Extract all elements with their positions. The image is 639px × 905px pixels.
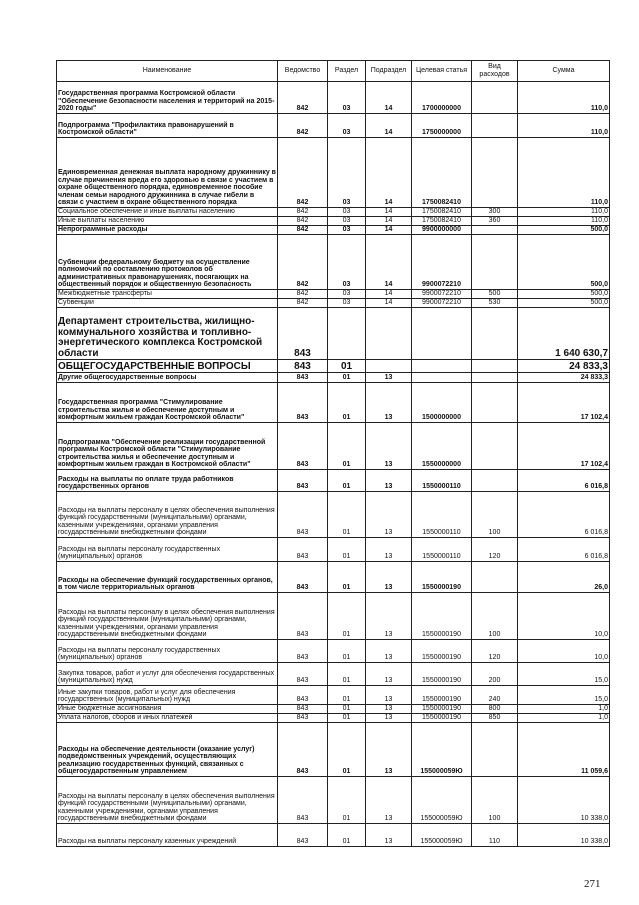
cell-name: Подпрограмма "Профилактика правонарушений в Костромской области" bbox=[57, 114, 278, 138]
cell-summa: 110,0 bbox=[518, 82, 610, 114]
cell-name: Расходы на выплаты персоналу казенных учреждений bbox=[57, 824, 278, 847]
cell-razdel: 03 bbox=[328, 114, 366, 138]
cell-name: Расходы на обеспечение функций государственных органов, в том числе территориальных органов bbox=[57, 562, 278, 593]
cell-name: Расходы на выплаты персоналу в целях обеспечения выполнения функций государственными (муниципальными) органами, казенными учреждениями, органами управления государственными внебюджетными фондами bbox=[57, 777, 278, 824]
cell-celevaya-statya: 155000059Ю bbox=[412, 723, 472, 777]
cell-vid-rashodov: 850 bbox=[472, 714, 518, 723]
table-row bbox=[57, 235, 610, 290]
table-row bbox=[57, 470, 610, 492]
cell-name: Расходы на выплаты персоналу в целях обеспечения выполнения функций государственными (муниципальными) органами, казенными учреждениями, органами управления государственными внебюджетными фондами bbox=[57, 492, 278, 538]
cell-celevaya-statya: 1550000110 bbox=[412, 492, 472, 538]
cell-podrazdel: 13 bbox=[366, 705, 412, 714]
cell-summa: 110,0 bbox=[518, 217, 610, 226]
header-summa: Сумма bbox=[518, 61, 610, 82]
cell-vedomstvo: 843 bbox=[278, 538, 328, 562]
cell-celevaya-statya: 9900000000 bbox=[412, 226, 472, 235]
cell-podrazdel: 13 bbox=[366, 562, 412, 593]
cell-vid-rashodov: 120 bbox=[472, 640, 518, 663]
cell-name: Субвенции bbox=[57, 299, 278, 308]
cell-vedomstvo: 842 bbox=[278, 138, 328, 208]
cell-razdel: 01 bbox=[328, 705, 366, 714]
cell-name: Единовременная денежная выплата народному дружиннику в случае причинения вреда его здоровью в связи с участием в охране общественного порядка, единовременное пособие членам семьи народного дружинника в случае гибели в связи с участием в охране общественного порядка bbox=[57, 138, 278, 208]
cell-razdel: 01 bbox=[328, 383, 366, 423]
cell-podrazdel: 13 bbox=[366, 723, 412, 777]
table-row bbox=[57, 824, 610, 847]
cell-razdel: 03 bbox=[328, 226, 366, 235]
cell-name: Расходы на выплаты персоналу государственных (муниципальных) органов bbox=[57, 640, 278, 663]
table-row bbox=[57, 114, 610, 138]
cell-razdel: 01 bbox=[328, 492, 366, 538]
table-row bbox=[57, 714, 610, 723]
cell-podrazdel: 14 bbox=[366, 299, 412, 308]
cell-podrazdel: 13 bbox=[366, 383, 412, 423]
cell-name: Иные выплаты населению bbox=[57, 217, 278, 226]
cell-razdel: 03 bbox=[328, 299, 366, 308]
cell-summa: 26,0 bbox=[518, 562, 610, 593]
cell-podrazdel: 13 bbox=[366, 492, 412, 538]
table-row bbox=[57, 299, 610, 308]
table-row bbox=[57, 373, 610, 383]
cell-vedomstvo: 843 bbox=[278, 383, 328, 423]
cell-razdel: 01 bbox=[328, 423, 366, 470]
cell-summa: 110,0 bbox=[518, 114, 610, 138]
cell-summa: 110,0 bbox=[518, 138, 610, 208]
cell-vedomstvo: 842 bbox=[278, 82, 328, 114]
table-row bbox=[57, 686, 610, 705]
cell-razdel: 01 bbox=[328, 538, 366, 562]
cell-podrazdel: 14 bbox=[366, 235, 412, 290]
cell-vedomstvo: 843 bbox=[278, 686, 328, 705]
cell-name: Расходы на выплаты персоналу государственных (муниципальных) органов bbox=[57, 538, 278, 562]
table-row bbox=[57, 226, 610, 235]
cell-vid-rashodov: 300 bbox=[472, 208, 518, 217]
cell-razdel: 01 bbox=[328, 470, 366, 492]
cell-vid-rashodov bbox=[472, 360, 518, 373]
cell-vedomstvo: 843 bbox=[278, 663, 328, 686]
cell-celevaya-statya: 1550000190 bbox=[412, 562, 472, 593]
table-row bbox=[57, 777, 610, 824]
cell-vedomstvo: 843 bbox=[278, 593, 328, 640]
cell-name: Расходы на выплаты персоналу в целях обеспечения выполнения функций государственными (муниципальными) органами, казенными учреждениями, органами управления государственными внебюджетными фондами bbox=[57, 593, 278, 640]
cell-vid-rashodov bbox=[472, 308, 518, 360]
cell-summa: 500,0 bbox=[518, 226, 610, 235]
cell-summa: 17 102,4 bbox=[518, 423, 610, 470]
cell-celevaya-statya: 155000059Ю bbox=[412, 824, 472, 847]
table-row bbox=[57, 538, 610, 562]
cell-podrazdel: 13 bbox=[366, 538, 412, 562]
cell-summa: 500,0 bbox=[518, 299, 610, 308]
cell-vedomstvo: 843 bbox=[278, 308, 328, 360]
table-row bbox=[57, 723, 610, 777]
table-row bbox=[57, 138, 610, 208]
cell-summa: 500,0 bbox=[518, 290, 610, 299]
cell-celevaya-statya: 1750082410 bbox=[412, 138, 472, 208]
cell-razdel: 03 bbox=[328, 208, 366, 217]
cell-celevaya-statya bbox=[412, 360, 472, 373]
cell-summa: 10 338,0 bbox=[518, 777, 610, 824]
cell-razdel: 03 bbox=[328, 217, 366, 226]
page-number: 271 bbox=[584, 878, 601, 890]
cell-summa: 15,0 bbox=[518, 663, 610, 686]
cell-podrazdel: 13 bbox=[366, 824, 412, 847]
cell-name: ОБЩЕГОСУДАРСТВЕННЫЕ ВОПРОСЫ bbox=[57, 360, 278, 373]
cell-summa: 15,0 bbox=[518, 686, 610, 705]
cell-celevaya-statya: 1550000190 bbox=[412, 640, 472, 663]
cell-celevaya-statya bbox=[412, 308, 472, 360]
cell-vid-rashodov bbox=[472, 470, 518, 492]
cell-celevaya-statya: 1550000000 bbox=[412, 423, 472, 470]
cell-podrazdel: 14 bbox=[366, 82, 412, 114]
cell-podrazdel: 13 bbox=[366, 777, 412, 824]
cell-summa: 110,0 bbox=[518, 208, 610, 217]
cell-summa: 10 338,0 bbox=[518, 824, 610, 847]
cell-podrazdel: 14 bbox=[366, 114, 412, 138]
cell-vedomstvo: 842 bbox=[278, 217, 328, 226]
cell-podrazdel: 13 bbox=[366, 686, 412, 705]
cell-celevaya-statya bbox=[412, 373, 472, 383]
cell-podrazdel: 13 bbox=[366, 663, 412, 686]
cell-vid-rashodov: 240 bbox=[472, 686, 518, 705]
cell-podrazdel: 14 bbox=[366, 217, 412, 226]
cell-vid-rashodov bbox=[472, 138, 518, 208]
cell-celevaya-statya: 1750000000 bbox=[412, 114, 472, 138]
cell-vid-rashodov: 200 bbox=[472, 663, 518, 686]
cell-vid-rashodov bbox=[472, 82, 518, 114]
cell-razdel bbox=[328, 308, 366, 360]
cell-vedomstvo: 843 bbox=[278, 640, 328, 663]
cell-celevaya-statya: 1550000110 bbox=[412, 538, 472, 562]
cell-vedomstvo: 843 bbox=[278, 470, 328, 492]
cell-vedomstvo: 842 bbox=[278, 114, 328, 138]
cell-razdel: 01 bbox=[328, 373, 366, 383]
cell-celevaya-statya: 9900072210 bbox=[412, 235, 472, 290]
cell-vedomstvo: 842 bbox=[278, 290, 328, 299]
cell-summa: 6 016,8 bbox=[518, 492, 610, 538]
table-row bbox=[57, 663, 610, 686]
cell-razdel: 03 bbox=[328, 138, 366, 208]
cell-vedomstvo: 842 bbox=[278, 299, 328, 308]
cell-name: Закупка товаров, работ и услуг для обеспечения государственных (муниципальных) нужд bbox=[57, 663, 278, 686]
cell-celevaya-statya: 155000059Ю bbox=[412, 777, 472, 824]
table-row bbox=[57, 290, 610, 299]
cell-razdel: 01 bbox=[328, 824, 366, 847]
cell-razdel: 01 bbox=[328, 663, 366, 686]
cell-vedomstvo: 843 bbox=[278, 360, 328, 373]
cell-name: Межбюджетные трансферты bbox=[57, 290, 278, 299]
cell-celevaya-statya: 9900072210 bbox=[412, 299, 472, 308]
cell-razdel: 03 bbox=[328, 82, 366, 114]
cell-summa: 1 640 630,7 bbox=[518, 308, 610, 360]
cell-razdel: 01 bbox=[328, 640, 366, 663]
cell-vedomstvo: 843 bbox=[278, 777, 328, 824]
cell-razdel: 03 bbox=[328, 235, 366, 290]
cell-name: Непрограммные расходы bbox=[57, 226, 278, 235]
table-row bbox=[57, 208, 610, 217]
cell-celevaya-statya: 1750082410 bbox=[412, 208, 472, 217]
cell-razdel: 01 bbox=[328, 562, 366, 593]
cell-summa: 1,0 bbox=[518, 705, 610, 714]
table-row bbox=[57, 562, 610, 593]
table-row bbox=[57, 640, 610, 663]
cell-vid-rashodov: 100 bbox=[472, 777, 518, 824]
cell-name: Расходы на выплаты по оплате труда работников государственных органов bbox=[57, 470, 278, 492]
table-row bbox=[57, 360, 610, 373]
cell-podrazdel: 14 bbox=[366, 208, 412, 217]
cell-podrazdel: 13 bbox=[366, 593, 412, 640]
cell-name: Социальное обеспечение и иные выплаты населению bbox=[57, 208, 278, 217]
cell-celevaya-statya: 1700000000 bbox=[412, 82, 472, 114]
header-vedomstvo: Ведомство bbox=[278, 61, 328, 82]
table-body bbox=[57, 82, 610, 847]
cell-celevaya-statya: 1500000000 bbox=[412, 383, 472, 423]
cell-vid-rashodov: 500 bbox=[472, 290, 518, 299]
table-header-row bbox=[57, 61, 610, 82]
budget-table bbox=[56, 60, 610, 847]
cell-celevaya-statya: 1550000190 bbox=[412, 663, 472, 686]
cell-vid-rashodov: 360 bbox=[472, 217, 518, 226]
cell-vid-rashodov: 530 bbox=[472, 299, 518, 308]
cell-celevaya-statya: 1750082410 bbox=[412, 217, 472, 226]
cell-vid-rashodov bbox=[472, 723, 518, 777]
cell-summa: 24 833,3 bbox=[518, 373, 610, 383]
header-razdel: Раздел bbox=[328, 61, 366, 82]
cell-celevaya-statya: 9900072210 bbox=[412, 290, 472, 299]
cell-vedomstvo: 842 bbox=[278, 235, 328, 290]
cell-vid-rashodov bbox=[472, 235, 518, 290]
cell-vedomstvo: 842 bbox=[278, 208, 328, 217]
cell-razdel: 01 bbox=[328, 593, 366, 640]
table-row bbox=[57, 308, 610, 360]
cell-podrazdel: 14 bbox=[366, 290, 412, 299]
cell-vedomstvo: 843 bbox=[278, 824, 328, 847]
cell-celevaya-statya: 1550000190 bbox=[412, 593, 472, 640]
cell-summa: 1,0 bbox=[518, 714, 610, 723]
table-row bbox=[57, 423, 610, 470]
header-podrazdel: Подраздел bbox=[366, 61, 412, 82]
header-celevaya-statya: Целевая статья bbox=[412, 61, 472, 82]
cell-summa: 10,0 bbox=[518, 640, 610, 663]
cell-summa: 11 059,6 bbox=[518, 723, 610, 777]
cell-razdel: 01 bbox=[328, 686, 366, 705]
cell-vid-rashodov bbox=[472, 114, 518, 138]
cell-podrazdel: 13 bbox=[366, 640, 412, 663]
cell-vedomstvo: 843 bbox=[278, 492, 328, 538]
cell-razdel: 03 bbox=[328, 290, 366, 299]
header-name: Наименование bbox=[57, 61, 278, 82]
cell-vedomstvo: 843 bbox=[278, 562, 328, 593]
cell-summa: 6 016,8 bbox=[518, 538, 610, 562]
cell-summa: 10,0 bbox=[518, 593, 610, 640]
table-row bbox=[57, 705, 610, 714]
cell-name: Расходы на обеспечение деятельности (оказание услуг) подведомственных учреждений, осуществляющих реализацию государственных функций, связанных с общегосударственным управлением bbox=[57, 723, 278, 777]
cell-summa: 6 016,8 bbox=[518, 470, 610, 492]
cell-podrazdel: 13 bbox=[366, 423, 412, 470]
cell-vedomstvo: 843 bbox=[278, 423, 328, 470]
cell-celevaya-statya: 1550000190 bbox=[412, 714, 472, 723]
cell-razdel: 01 bbox=[328, 723, 366, 777]
cell-name: Департамент строительства, жилищно-коммунального хозяйства и топливно-энергетического комплекса Костромской области bbox=[57, 308, 278, 360]
cell-name: Государственная программа Костромской области "Обеспечение безопасности населения и территорий на 2015-2020 годы" bbox=[57, 82, 278, 114]
cell-celevaya-statya: 1550000110 bbox=[412, 470, 472, 492]
table-row bbox=[57, 593, 610, 640]
cell-vedomstvo: 843 bbox=[278, 714, 328, 723]
table-row bbox=[57, 217, 610, 226]
cell-vedomstvo: 843 bbox=[278, 723, 328, 777]
cell-name: Государственная программа "Стимулирование строительства жилья и обеспечение доступным и комфортным жильем граждан Костромской области" bbox=[57, 383, 278, 423]
cell-vid-rashodov: 110 bbox=[472, 824, 518, 847]
table-row bbox=[57, 492, 610, 538]
cell-vedomstvo: 842 bbox=[278, 226, 328, 235]
cell-podrazdel: 14 bbox=[366, 138, 412, 208]
cell-name: Подпрограмма "Обеспечение реализации государственной программы Костромской области "Стимулирование строительства жилья и обеспечение доступным и комфортным жильем граждан в Костромской области" bbox=[57, 423, 278, 470]
cell-razdel: 01 bbox=[328, 714, 366, 723]
cell-celevaya-statya: 1550000190 bbox=[412, 705, 472, 714]
cell-name: Другие общегосударственные вопросы bbox=[57, 373, 278, 383]
cell-name: Субвенции федеральному бюджету на осуществление полномочий по составлению протоколов об административных правонарушениях, посягающих на общественный порядок и общественную безопасность bbox=[57, 235, 278, 290]
cell-celevaya-statya: 1550000190 bbox=[412, 686, 472, 705]
cell-podrazdel bbox=[366, 360, 412, 373]
cell-podrazdel: 13 bbox=[366, 714, 412, 723]
cell-name: Иные закупки товаров, работ и услуг для обеспечения государственных (муниципальных) нужд bbox=[57, 686, 278, 705]
cell-vid-rashodov: 800 bbox=[472, 705, 518, 714]
cell-summa: 17 102,4 bbox=[518, 383, 610, 423]
cell-vid-rashodov bbox=[472, 226, 518, 235]
cell-vedomstvo: 843 bbox=[278, 373, 328, 383]
cell-razdel: 01 bbox=[328, 777, 366, 824]
cell-vid-rashodov bbox=[472, 373, 518, 383]
cell-vedomstvo: 843 bbox=[278, 705, 328, 714]
header-vid-rashodov: Вид расходов bbox=[472, 61, 518, 82]
cell-podrazdel: 13 bbox=[366, 470, 412, 492]
cell-vid-rashodov bbox=[472, 383, 518, 423]
table-row bbox=[57, 82, 610, 114]
cell-razdel: 01 bbox=[328, 360, 366, 373]
cell-podrazdel: 13 bbox=[366, 373, 412, 383]
cell-summa: 24 833,3 bbox=[518, 360, 610, 373]
table-row bbox=[57, 383, 610, 423]
cell-vid-rashodov: 100 bbox=[472, 593, 518, 640]
cell-vid-rashodov bbox=[472, 562, 518, 593]
cell-name: Иные бюджетные ассигнования bbox=[57, 705, 278, 714]
cell-podrazdel: 14 bbox=[366, 226, 412, 235]
cell-name: Уплата налогов, сборов и иных платежей bbox=[57, 714, 278, 723]
cell-vid-rashodov: 120 bbox=[472, 538, 518, 562]
cell-vid-rashodov: 100 bbox=[472, 492, 518, 538]
cell-summa: 500,0 bbox=[518, 235, 610, 290]
cell-podrazdel bbox=[366, 308, 412, 360]
cell-vid-rashodov bbox=[472, 423, 518, 470]
